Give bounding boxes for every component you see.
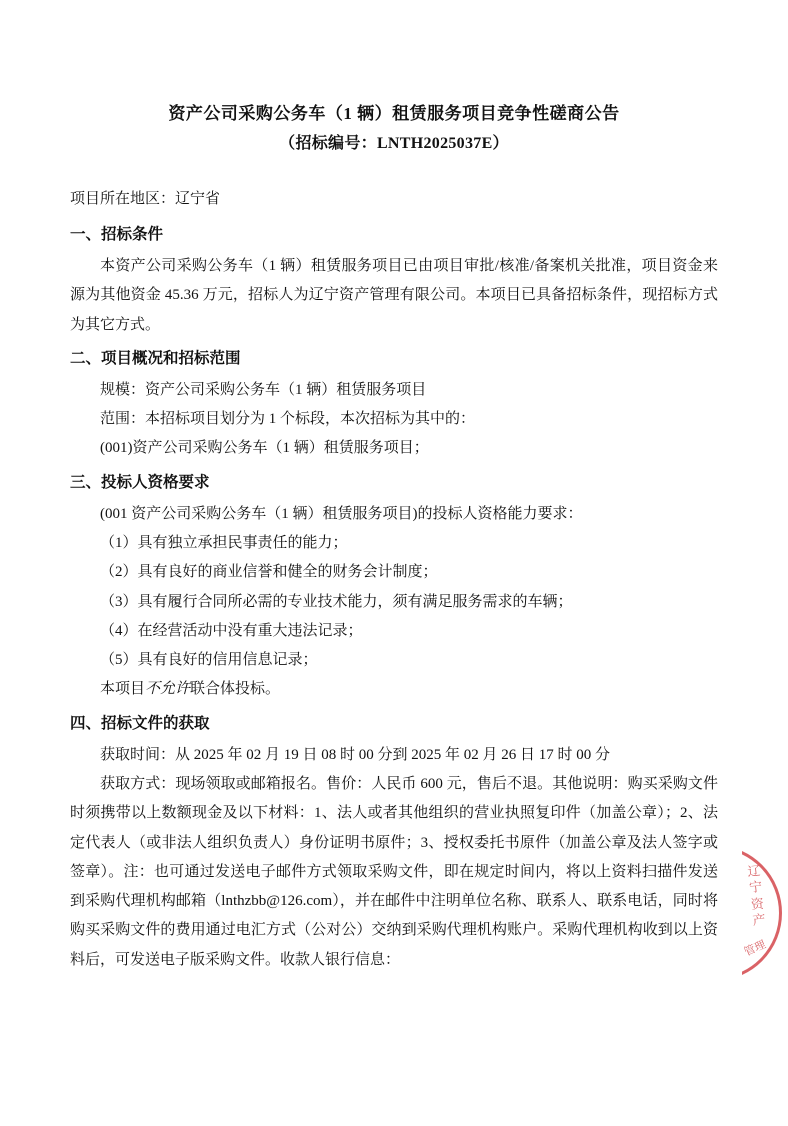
section-heading-2: 二、项目概况和招标范围 bbox=[70, 349, 241, 367]
section-heading-4: 四、招标文件的获取 bbox=[70, 714, 210, 732]
closing-prefix: 本项目 bbox=[100, 681, 146, 698]
section-2-paragraph-3: (001)资产公司采购公务车（1 辆）租赁服务项目； bbox=[100, 440, 429, 457]
section-3-paragraph-1: (001 资产公司采购公务车（1 辆）租赁服务项目)的投标人资格能力要求： bbox=[100, 505, 583, 522]
section-1-paragraph-1: 本资产公司采购公务车（1 辆）租赁服务项目已由项目审批/核准/备案机关批准，项目资金来源为其他资金 45.36 万元，招标人为辽宁资产管理有限公司。本项目已具备招标条件，现招标方式为其它方式。 bbox=[70, 258, 718, 333]
section-2-paragraph-1: 规模：资产公司采购公务车（1 辆）租赁服务项目 bbox=[100, 381, 427, 398]
section-3-requirement-2: （2）具有良好的商业信誉和健全的财务会计制度； bbox=[100, 564, 438, 581]
official-seal-icon bbox=[742, 845, 782, 990]
section-4-acquisition-time: 获取时间：从 2025 年 02 月 19 日 08 时 00 分到 2025 年 02 月 26 日 17 时 00 分 bbox=[100, 746, 611, 763]
section-3-closing bbox=[70, 675, 718, 704]
section-3-requirement-1: （1）具有独立承担民事责任的能力； bbox=[100, 535, 348, 552]
section-3-requirement-3: （3）具有履行合同所必需的专业技术能力，须有满足服务需求的车辆； bbox=[100, 593, 573, 610]
page-title: 资产公司采购公务车（1 辆）租赁服务项目竞争性磋商公告 bbox=[168, 104, 620, 123]
section-4-acquisition-method: 获取方式：现场领取或邮箱报名。售价：人民币 600 元，售后不退。其他说明：购买采购文件时须携带以上数额现金及以下材料：1、法人或者其他组织的营业执照复印件（加盖公章）；2、法定代表人（或非法人组织负责人）身份证明书原件；3、授权委托书原件（加盖公章及法人签字或签章）。注：也可通过发送电子邮件方式领取采购文件，即在规定时间内，将以上资料扫描件发送到采购代理机构邮箱（lnthzbb@126.com），并在邮件中注明单位名称、联系人、联系电话，同时将购买采购文件的费用通过电汇方式（公对公）交纳到采购代理机构账户。采购代理机构收到以上资料后，可发送电子版采购文件。收款人银行信息： bbox=[70, 776, 718, 968]
closing-emphasis: 不允许 bbox=[145, 681, 191, 698]
section-heading-3: 三、投标人资格要求 bbox=[70, 473, 210, 491]
tender-number: （招标编号：LNTH2025037E） bbox=[279, 134, 509, 152]
section-2-paragraph-2: 范围：本招标项目划分为 1 个标段，本次招标为其中的： bbox=[100, 411, 476, 428]
seal-subtext: 管理 bbox=[742, 938, 768, 959]
seal-text: 辽宁资产 bbox=[746, 862, 768, 928]
closing-suffix: 联合体投标。 bbox=[190, 681, 281, 698]
project-region: 项目所在地区：辽宁省 bbox=[70, 191, 221, 208]
section-3-requirement-5: （5）具有良好的信用信息记录； bbox=[100, 652, 318, 669]
section-3-requirement-4: （4）在经营活动中没有重大违法记录； bbox=[100, 622, 363, 639]
section-heading-1: 一、招标条件 bbox=[70, 225, 164, 243]
